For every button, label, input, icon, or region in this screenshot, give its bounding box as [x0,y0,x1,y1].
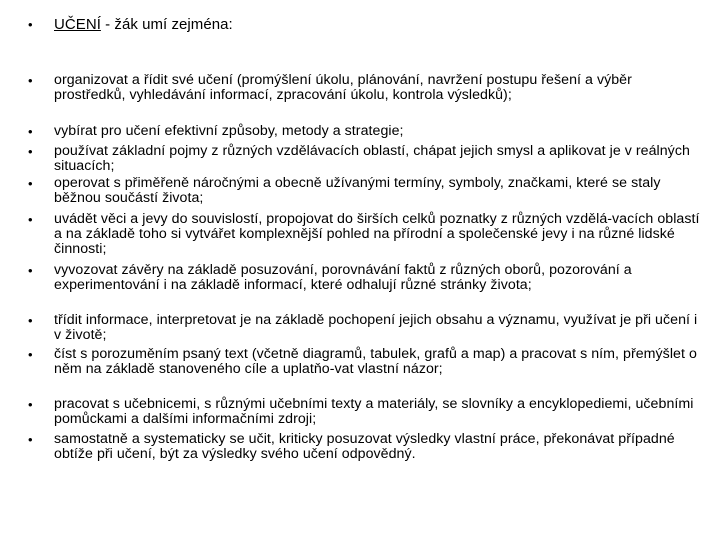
bullet-symbol: • [28,17,33,32]
list-item-text: vybírat pro učení efektivní způsoby, metody a strategie; [54,123,404,139]
list-item-text: samostatně a systematicky se učit, kriticky posuzovat výsledky vlastní práce, překonávat případné obtíže při učení, být za výsledky svého učení odpovědný. [54,431,675,463]
bullet-symbol: • [28,212,33,227]
bullet-symbol: • [28,176,33,191]
bullet-symbol: • [28,347,33,362]
list-item-text: číst s porozuměním psaný text (včetně diagramů, tabulek, grafů a map) a pracovat s ním, přemýšlet o něm na základě stanoveného cíle a uplatňo-vat vlastní názor; [54,346,697,378]
heading-title: UČENÍ [54,16,101,33]
bullet-symbol: • [28,144,33,159]
list-item-text: organizovat a řídit své učení (promýšlení úkolu, plánování, navržení postupu řešení a výběr prostředků, vyhledávání informací, zpracování úkolu, kontrola výsledků); [54,72,632,104]
list-item-text: vyvozovat závěry na základě posuzování, porovnávání faktů z různých oborů, pozorování a experimentování i na základě informací, které odhalují různé stránky života; [54,262,632,294]
heading [54,16,702,33]
bullet-symbol: • [28,263,33,278]
list-item-text: operovat s přiměřeně náročnými a obecně užívanými termíny, symboly, značkami, které se staly běžnou součástí života; [54,175,661,207]
bullet-symbol: • [28,124,33,139]
heading-rest: - žák umí zejména: [100,16,233,33]
bullet-symbol: • [28,432,33,447]
list-item-text: používat základní pojmy z různých vzdělávacích oblastí, chápat jejich smysl a aplikovat je v reálných situacích; [54,143,690,175]
bullet-symbol: • [28,73,33,88]
bullet-symbol: • [28,313,33,328]
list-item-text: uvádět věci a jevy do souvislostí, propojovat do širších celků poznatky z různých vzdělá-vacích oblastí a na základě toho si vytvářet komplexnější pohled na přírodní a společenské jevy i na různé lidské činnosti; [54,211,700,258]
list-item-text: třídit informace, interpretovat je na základě pochopení jejich obsahu a významu, využívat je při učení i v životě; [54,312,698,344]
list-item-text: pracovat s učebnicemi, s různými učebními texty a materiály, se slovníky a encyklopediemi, učebními pomůckami a dalšími informačními zdroji; [54,396,694,428]
bullet-symbol: • [28,397,33,412]
